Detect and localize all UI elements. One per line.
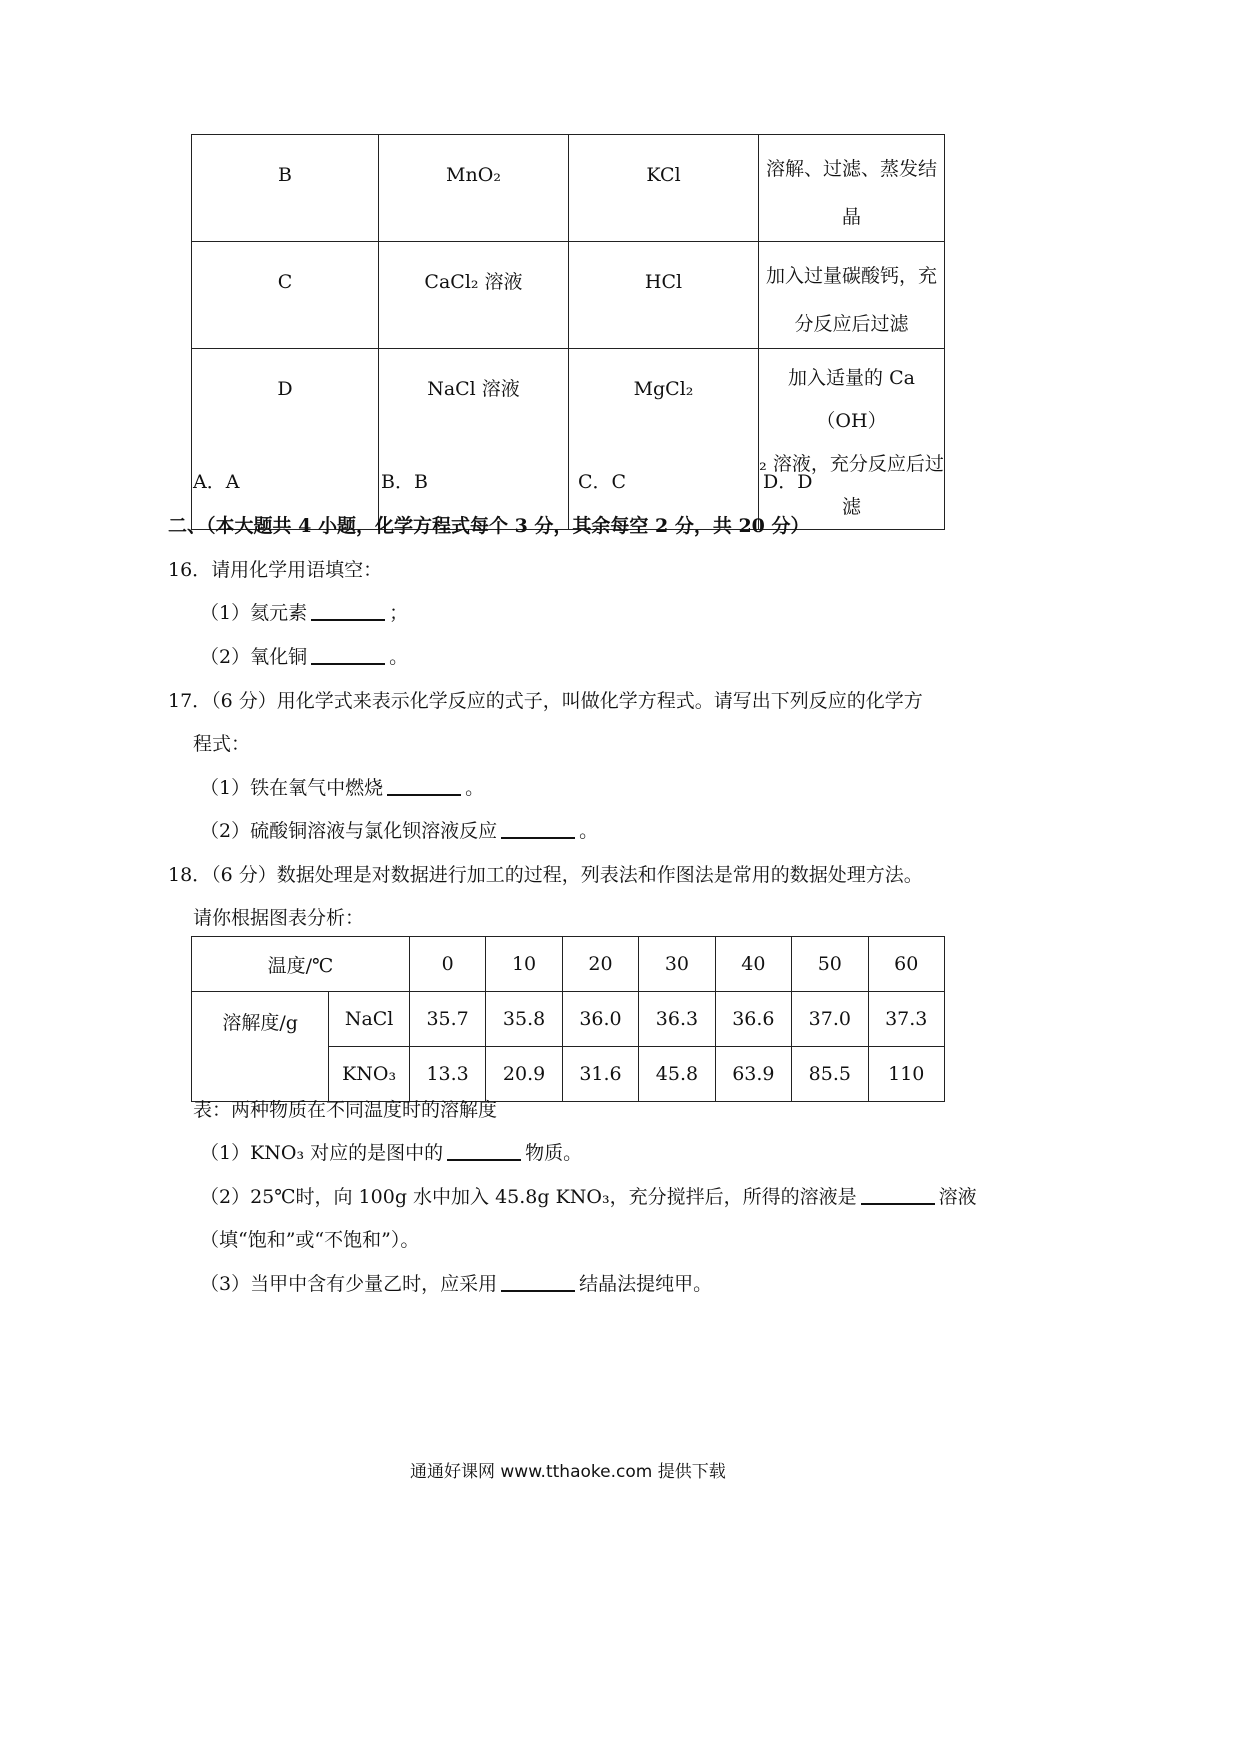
method-cell: 溶解、过滤、蒸发结 晶: [759, 135, 945, 242]
temp-cell: 50: [792, 937, 868, 992]
choice-a: A．A: [193, 471, 240, 493]
kno3-value: 13.3: [409, 1047, 485, 1102]
choice-d: D．D: [763, 471, 813, 493]
kno3-value: 31.6: [562, 1047, 638, 1102]
answer-blank[interactable]: [311, 601, 385, 621]
temp-cell: 40: [715, 937, 791, 992]
choice-c: C．C: [578, 471, 627, 493]
kno3-value: 63.9: [715, 1047, 791, 1102]
nacl-value: 36.3: [639, 992, 715, 1047]
kno3-value: 20.9: [486, 1047, 562, 1102]
impurity-cell: KCl: [569, 135, 759, 242]
nacl-value: 35.7: [409, 992, 485, 1047]
solubility-header: 溶解度/g: [192, 992, 329, 1102]
answer-blank[interactable]: [501, 819, 575, 839]
answer-blank[interactable]: [447, 1141, 521, 1161]
temp-header: 温度/℃: [192, 937, 410, 992]
question-17-stem-cont: 程式：: [193, 733, 251, 755]
option-cell: B: [192, 135, 379, 242]
option-cell: D: [192, 349, 379, 530]
question-16-part1: （1）氦元素 ；: [200, 602, 409, 624]
nacl-value: 37.3: [868, 992, 944, 1047]
nacl-value: 37.0: [792, 992, 868, 1047]
temp-cell: 30: [639, 937, 715, 992]
table-row: [192, 992, 945, 1047]
question-17-part1: （1）铁在氧气中燃烧 。: [200, 777, 485, 799]
temp-cell: 0: [409, 937, 485, 992]
question-17-part2: （2）硫酸铜溶液与氯化钡溶液反应 。: [200, 820, 599, 842]
table-row: [192, 349, 945, 530]
answer-blank[interactable]: [387, 776, 461, 796]
table-row: [192, 242, 945, 349]
nacl-label: NaCl: [329, 992, 410, 1047]
choice-b: B．B: [381, 471, 428, 493]
substance-cell: NaCl 溶液: [379, 349, 569, 530]
question-18-stem: 18．（6 分）数据处理是对数据进行加工的过程，列表法和作图法是常用的数据处理方法。: [168, 864, 923, 886]
question-16-stem: 16．请用化学用语填空：: [168, 559, 383, 581]
solubility-table: [191, 936, 945, 1102]
section-title: 二、（本大题共 4 小题，化学方程式每个 3 分，其余每空 2 分，共 20 分）: [168, 515, 810, 537]
impurity-cell: HCl: [569, 242, 759, 349]
answer-blank[interactable]: [861, 1185, 935, 1205]
nacl-value: 35.8: [486, 992, 562, 1047]
kno3-value: 45.8: [639, 1047, 715, 1102]
question-18-part1: （1）KNO₃ 对应的是图中的 物质。: [200, 1142, 583, 1164]
substance-cell: MnO₂: [379, 135, 569, 242]
temp-cell: 10: [486, 937, 562, 992]
nacl-value: 36.0: [562, 992, 638, 1047]
question-16-part2: （2）氧化铜 。: [200, 646, 409, 668]
table-row: [192, 135, 945, 242]
question-18-part2: （2）25℃时，向 100g 水中加入 45.8g KNO₃，充分搅拌后，所得的溶液是 溶液: [200, 1186, 977, 1208]
answer-blank[interactable]: [501, 1272, 575, 1292]
method-cell: 加入过量碳酸钙，充 分反应后过滤: [759, 242, 945, 349]
question-18-part3: （3）当甲中含有少量乙时，应采用 结晶法提纯甲。: [200, 1273, 713, 1295]
table-caption: 表：两种物质在不同温度时的溶解度: [193, 1099, 498, 1121]
nacl-value: 36.6: [715, 992, 791, 1047]
table-row: [192, 937, 945, 992]
kno3-label: KNO₃: [329, 1047, 410, 1102]
temp-cell: 60: [868, 937, 944, 992]
option-cell: C: [192, 242, 379, 349]
method-cell: 加入适量的 Ca（OH） ₂ 溶液，充分反应后过 滤: [759, 349, 945, 530]
answer-blank[interactable]: [311, 645, 385, 665]
page-footer: 通通好课网 www.tthaoke.com 提供下载: [410, 1462, 726, 1482]
question-18-stem-cont: 请你根据图表分析：: [193, 907, 365, 929]
kno3-value: 85.5: [792, 1047, 868, 1102]
question-17-stem: 17．（6 分）用化学式来表示化学反应的式子，叫做化学方程式。请写出下列反应的化学方: [168, 690, 923, 712]
kno3-value: 110: [868, 1047, 944, 1102]
separation-options-table: [191, 134, 945, 530]
question-18-part2-cont: （填“饱和”或“不饱和”）。: [200, 1229, 420, 1251]
impurity-cell: MgCl₂: [569, 349, 759, 530]
temp-cell: 20: [562, 937, 638, 992]
substance-cell: CaCl₂ 溶液: [379, 242, 569, 349]
